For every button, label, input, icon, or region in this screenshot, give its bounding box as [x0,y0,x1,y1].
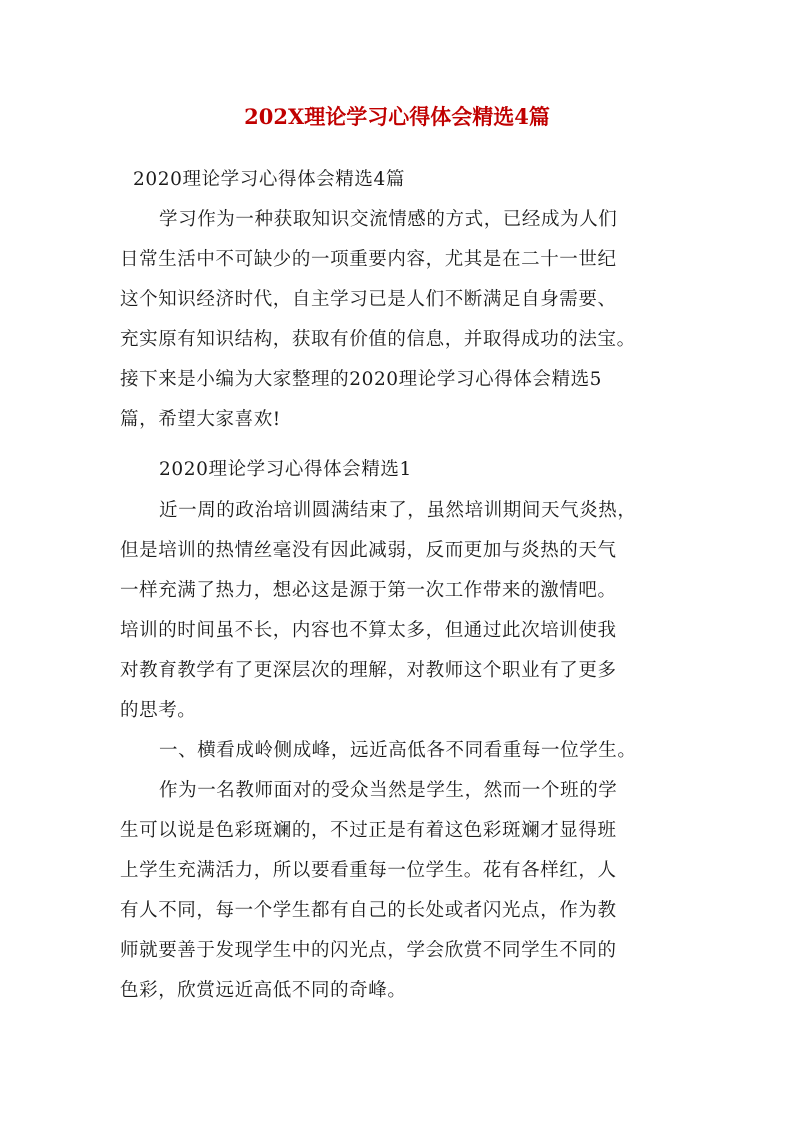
document-title: 202X理论学习心得体会精选4篇 [244,104,550,129]
paragraph-line: 一样充满了热力，想必这是源于第一次工作带来的激情吧。 [120,580,617,601]
section-heading: 2020理论学习心得体会精选1 [159,459,412,480]
paragraph-line: 生可以说是色彩斑斓的，不过正是有着这色彩斑斓才显得班 [120,820,617,841]
paragraph-line: 接下来是小编为大家整理的2020理论学习心得体会精选5 [120,369,603,390]
paragraph-line: 对教育教学有了更深层次的理解，对教师这个职业有了更多 [120,660,617,681]
subsection-heading: 一、横看成岭侧成峰，远近高低各不同看重每一位学生。 [159,740,637,761]
paragraph-line: 上学生充满活力，所以要看重每一位学生。花有各样红，人 [120,860,617,881]
paragraph-line: 作为一名教师面对的受众当然是学生，然而一个班的学 [159,780,618,801]
subtitle-line: 2020理论学习心得体会精选4篇 [133,169,405,190]
paragraph-line: 日常生活中不可缺少的一项重要内容，尤其是在二十一世纪 [120,249,617,270]
paragraph-line: 但是培训的热情丝毫没有因此减弱，反而更加与炎热的天气 [120,540,617,561]
paragraph-line: 篇，希望大家喜欢! [120,409,281,430]
paragraph-line: 有人不同，每一个学生都有自己的长处或者闪光点，作为教 [120,900,617,921]
paragraph-line: 近一周的政治培训圆满结束了，虽然培训期间天气炎热， [159,500,637,521]
paragraph-line: 学习作为一种获取知识交流情感的方式，已经成为人们 [159,209,618,230]
paragraph-line: 师就要善于发现学生中的闪光点，学会欣赏不同学生不同的 [120,940,617,961]
paragraph-line: 的思考。 [120,700,197,721]
paragraph-line: 这个知识经济时代，自主学习已是人们不断满足自身需要、 [120,289,617,310]
paragraph-line: 培训的时间虽不长，内容也不算太多，但通过此次培训使我 [120,620,617,641]
paragraph-line: 色彩，欣赏远近高低不同的奇峰。 [120,980,407,1001]
paragraph-line: 充实原有知识结构，获取有价值的信息，并取得成功的法宝。 [120,329,636,350]
